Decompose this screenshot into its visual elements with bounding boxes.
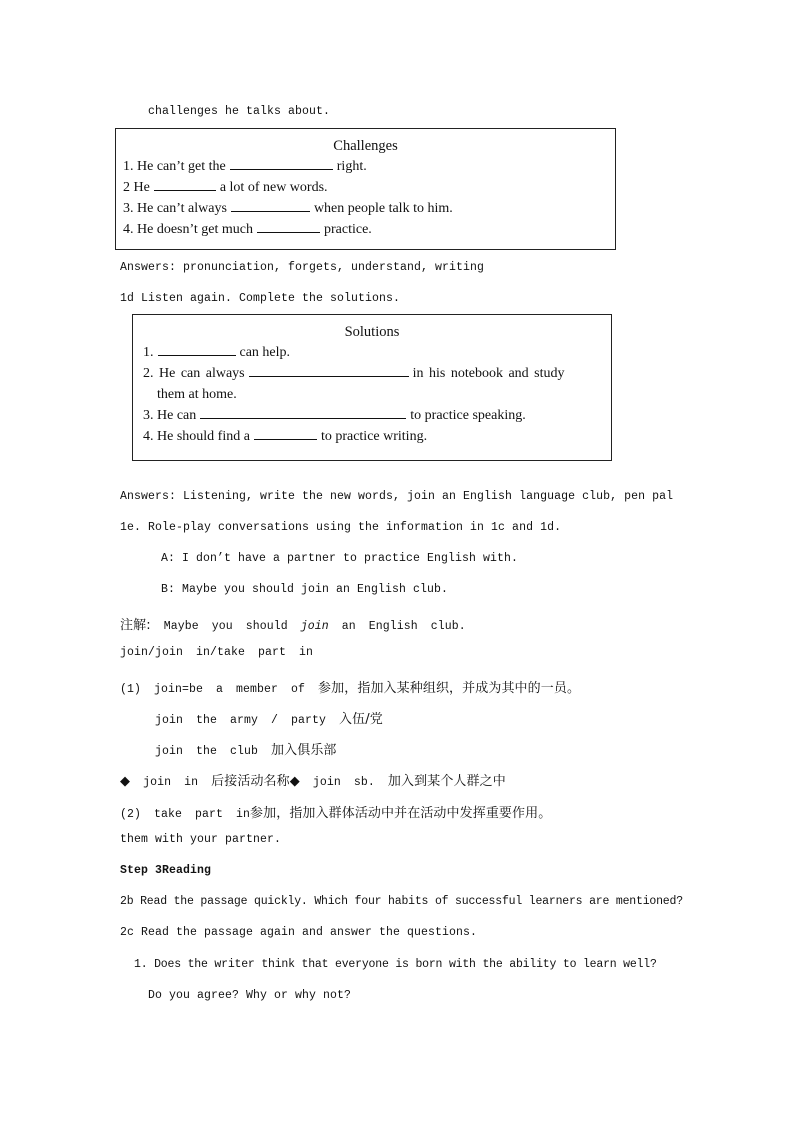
solutions-title: Solutions — [344, 324, 400, 340]
blank-field[interactable] — [158, 343, 236, 356]
question-1-line-1: 1. Does the writer think that everyone is born with the ability to learn well? — [134, 958, 657, 971]
solution-row-1: 1. can help. — [143, 345, 291, 360]
partner-line: them with your partner. — [120, 833, 282, 846]
answers-1: Answers: pronunciation, forgets, understand, writing — [120, 261, 485, 274]
note-label: 注解: — [120, 618, 151, 633]
task-1e: 1e. Role-play conversations using the information in 1c and 1d. — [120, 521, 562, 534]
challenges-box — [115, 128, 616, 250]
blank-field[interactable] — [249, 364, 409, 377]
challenge-row-4: 4. He doesn’t get much practice. — [123, 222, 372, 237]
solution-row-2: 2. He can always in his notebook and study — [143, 366, 565, 381]
task-2c: 2c Read the passage again and answer the questions. — [120, 926, 478, 939]
step-3-heading: Step 3Reading — [120, 864, 212, 877]
example-2: join the club 加入俱乐部 — [155, 743, 337, 758]
blank-field[interactable] — [257, 220, 320, 233]
challenge-row-2: 2 He a lot of new words. — [123, 180, 328, 195]
join-word: join — [300, 620, 329, 633]
note-line: 注解: Maybe you should join an English club. — [120, 618, 466, 633]
example-1: join the army / party 入伍/党 — [155, 712, 383, 727]
challenge-row-1: 1. He can’t get the right. — [123, 159, 367, 174]
dialog-a: A: I don’t have a partner to practice English with. — [161, 552, 519, 565]
blank-field[interactable] — [254, 427, 317, 440]
blank-field[interactable] — [230, 157, 333, 170]
diamond-icon: ◆ — [289, 774, 300, 789]
task-2b: 2b Read the passage quickly. Which four habits of successful learners are mentioned? — [120, 895, 683, 908]
blank-field[interactable] — [200, 406, 406, 419]
solution-row-4: 4. He should find a to practice writing. — [143, 429, 428, 444]
answers-2: Answers: Listening, write the new words, join an English language club, pen pal — [120, 490, 674, 503]
solution-row-2-cont: them at home. — [157, 387, 237, 402]
challenges-title: Challenges — [333, 138, 398, 154]
question-1-line-2: Do you agree? Why or why not? — [148, 989, 352, 1002]
point-2: (2) take part in参加，指加入群体活动中并在活动中发挥重要作用。 — [120, 806, 552, 821]
bullet-line: ◆ join in 后接活动名称◆ join sb. 加入到某个人群之中 — [120, 774, 506, 789]
join-heading: join/join in/take part in — [120, 646, 314, 659]
task-1d: 1d Listen again. Complete the solutions. — [120, 292, 401, 305]
solutions-box — [132, 314, 612, 461]
intro-line: challenges he talks about. — [148, 105, 331, 118]
blank-field[interactable] — [231, 199, 310, 212]
point-1: (1) join=be a member of 参加，指加入某种组织，并成为其中的一员。 — [120, 681, 581, 696]
challenge-row-3: 3. He can’t always when people talk to him. — [123, 201, 453, 216]
solution-row-3: 3. He can to practice speaking. — [143, 408, 526, 423]
diamond-icon: ◆ — [120, 774, 131, 789]
dialog-b: B: Maybe you should join an English club. — [161, 583, 449, 596]
blank-field[interactable] — [154, 178, 216, 191]
